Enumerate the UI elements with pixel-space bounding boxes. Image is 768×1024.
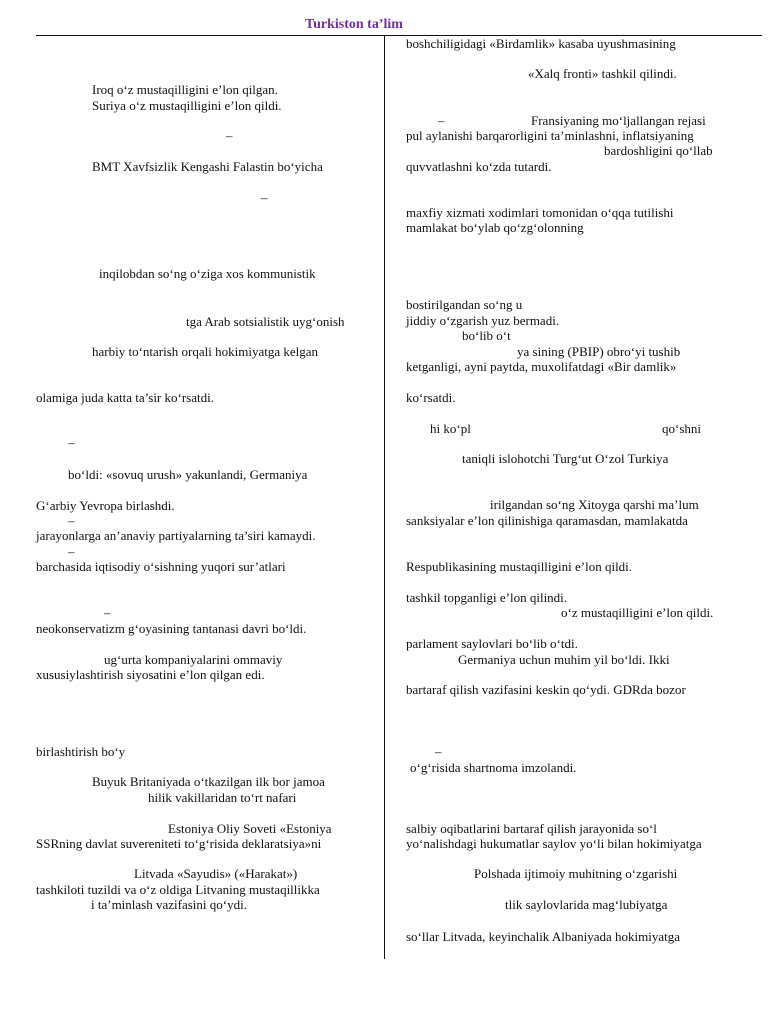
left-line: i ta’minlash vazifasini qo‘ydi. (91, 897, 247, 912)
right-line: quvvatlashni ko‘zda tutardi. (406, 159, 552, 174)
right-line: sanksiyalar e’lon qilinishiga qaramasdan, mamlakatda (406, 513, 688, 528)
right-line: taniqli islohotchi Turg‘ut O‘zol Turkiya (462, 451, 669, 466)
page-header-title: Turkiston ta’lim (305, 17, 403, 32)
right-line: pul aylanishi barqarorligini ta’minlashni, inflatsiyaning (406, 128, 694, 143)
right-line: bartaraf qilish vazifasini keskin qo‘ydi. GDRda bozor (406, 682, 686, 697)
right-line: Respublikasining mustaqilligini e’lon qildi. (406, 559, 633, 574)
right-line: Fransiyaning mo‘ljallangan rejasi (531, 113, 706, 128)
right-line: tashkil topganligi e’lon qilindi. (406, 590, 568, 605)
left-line: – (261, 190, 268, 205)
right-line: Germaniya uchun muhim yil bo‘ldi. Ikki (458, 652, 670, 667)
right-line: tlik saylovlarida mag‘lubiyatga (505, 897, 668, 912)
right-line: boshchiligidagi «Birdamlik» kasaba uyushmasining (406, 36, 676, 51)
left-line: BMT Xavfsizlik Kengashi Falastin bo‘yicha (92, 159, 323, 174)
left-line: birlashtirish bo‘y (36, 744, 126, 759)
right-line: bardoshligini qo‘llab (604, 143, 713, 158)
right-line: hi ko‘pl (430, 421, 471, 436)
left-line: inqilobdan so‘ng o‘ziga xos kommunistik (99, 266, 316, 281)
left-line: G‘arbiy Yevropa birlashdi. (36, 498, 175, 513)
left-line: tashkiloti tuzildi va o‘z oldiga Litvaning mustaqillikka (36, 882, 320, 897)
left-line: Buyuk Britaniyada o‘tkazilgan ilk bor jamoa (92, 774, 325, 789)
left-line: – (68, 544, 75, 559)
left-line: barchasida iqtisodiy o‘sishning yuqori sur’atlari (36, 559, 286, 574)
right-line: «Xalq fronti» tashkil qilindi. (528, 66, 677, 81)
right-line: ya sining (PBIP) obro‘yi tushib (517, 344, 681, 359)
right-line: bostirilgandan so‘ng u (406, 297, 523, 312)
right-line: irilgandan so‘ng Xitoyga qarshi ma’lum (490, 497, 699, 512)
left-line: – (226, 128, 233, 143)
left-line: harbiy to‘ntarish orqali hokimiyatga kelgan (92, 344, 318, 359)
column-divider (384, 36, 385, 959)
right-line: yo‘nalishdagi hukumatlar saylov yo‘li bilan hokimiyatga (406, 836, 702, 851)
right-line: o‘g‘risida shartnoma imzolandi. (410, 760, 577, 775)
left-line: olamiga juda katta ta’sir ko‘rsatdi. (36, 390, 214, 405)
left-line: hilik vakillaridan to‘rt nafari (148, 790, 297, 805)
right-line: ko‘rsatdi. (406, 390, 456, 405)
left-line: bo‘ldi: «sovuq urush» yakunlandi, Germaniya (68, 467, 308, 482)
right-line: maxfiy xizmati xodimlari tomonidan o‘qqa tutilishi (406, 205, 674, 220)
right-line: parlament saylovlari bo‘lib o‘tdi. (406, 636, 578, 651)
left-line: jarayonlarga an’anaviy partiyalarning ta’siri kamaydi. (36, 528, 316, 543)
right-line: qo‘shni (662, 421, 701, 436)
left-line: xususiylashtirish siyosatini e’lon qilgan edi. (36, 667, 265, 682)
left-line: Litvada «Sayudis» («Harakat») (134, 866, 298, 881)
right-line: salbiy oqibatlarini bartaraf qilish jarayonida so‘l (406, 821, 657, 836)
right-line: – (435, 744, 442, 759)
right-line: jiddiy o‘zgarish yuz bermadi. (406, 313, 560, 328)
right-line: ketganligi, ayni paytda, muxolifatdagi «Bir damlik» (406, 359, 677, 374)
left-line: Iroq o‘z mustaqilligini e’lon qilgan. (92, 82, 278, 97)
right-line: – (438, 113, 445, 128)
right-line: bo‘lib o‘t (462, 328, 511, 343)
left-line: SSRning davlat suvereniteti to‘g‘risida deklaratsiya»ni (36, 836, 322, 851)
left-line: – (104, 605, 111, 620)
right-line: so‘llar Litvada, keyinchalik Albaniyada hokimiyatga (406, 929, 681, 944)
left-line: Estoniya Oliy Soveti «Estoniya (168, 821, 332, 836)
left-line: tga Arab sotsialistik uyg‘onish (186, 314, 345, 329)
right-line: mamlakat bo‘ylab qo‘zg‘olonning (406, 220, 584, 235)
right-line: o‘z mustaqilligini e’lon qildi. (561, 605, 714, 620)
left-line: neokonservatizm g‘oyasining tantanasi davri bo‘ldi. (36, 621, 307, 636)
left-line: – (68, 435, 75, 450)
left-line: ug‘urta kompaniyalarini ommaviy (104, 652, 283, 667)
right-line: Polshada ijtimoiy muhitning o‘zgarishi (474, 866, 678, 881)
left-line: – (68, 513, 75, 528)
left-line: Suriya o‘z mustaqilligini e’lon qildi. (92, 98, 282, 113)
